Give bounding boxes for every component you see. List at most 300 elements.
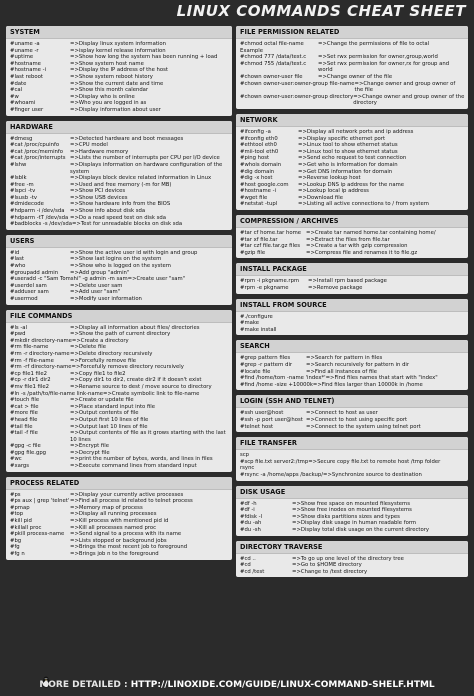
command-row (10, 511, 229, 518)
command-list (236, 450, 468, 480)
command-list (6, 134, 232, 230)
right-column (236, 26, 468, 582)
command-list (236, 312, 468, 336)
command-row (10, 525, 229, 532)
command-row (240, 410, 465, 417)
section-disk-usage (236, 486, 468, 536)
command-text: scp (240, 452, 250, 459)
command-row (10, 344, 229, 351)
command-description (300, 327, 465, 334)
command-description (318, 48, 465, 55)
command-row (10, 391, 229, 398)
command-text: #bg (10, 537, 22, 544)
command-description: =>print the number of bytes, words, and lines in files (70, 456, 213, 463)
command-row (10, 201, 229, 208)
command-row (10, 325, 229, 332)
command-description: =>Connect to the system using telnet port (306, 423, 421, 430)
command-text: #usermod (10, 296, 38, 302)
section-file-transfer (236, 437, 468, 480)
command-text: #cp -r dir1 dir2 (10, 377, 51, 384)
command-description: =>Do a read speed test on disk sda (70, 214, 166, 221)
section-install-from-source (236, 299, 468, 336)
command-description: =>Create tar named home.tar containing home/ (306, 230, 436, 237)
command-description: =>Display specific ethernet port (298, 135, 386, 142)
command-description: =>Display information about user (70, 106, 161, 113)
command-text: #gpg -c file (10, 443, 41, 450)
command-text: #pmap (10, 504, 30, 511)
command-row (10, 351, 229, 358)
command-row (10, 67, 229, 74)
section-directory-traverse (236, 541, 468, 578)
command-text: #whoami (10, 100, 36, 107)
command-description: =>Go to $HOME directory (292, 562, 362, 569)
command-row (10, 450, 229, 457)
command-description: =>Connect to host as user (306, 410, 378, 417)
command-text: #host google.com (240, 181, 289, 188)
section-file-permission-related (236, 26, 468, 109)
command-text: #ethtool eth0 (240, 142, 277, 149)
command-text: #dmidecode (10, 201, 44, 208)
command-description: =>Create user "sam" (127, 276, 186, 283)
command-text: #badblocks -s /dev/sda (10, 221, 72, 228)
command-row (10, 417, 229, 424)
command-description: =>Download file (298, 194, 343, 201)
command-row (10, 142, 229, 149)
command-row (10, 162, 229, 175)
command-text: #cat > file (10, 403, 39, 410)
command-text: #chmod octal file-name (240, 41, 304, 47)
command-row (240, 417, 465, 424)
command-description (249, 452, 465, 459)
command-row (240, 501, 465, 508)
command-text: #last (10, 256, 24, 263)
command-text: #tail file (10, 423, 33, 430)
command-description: =>Remove package (308, 285, 363, 292)
command-row (240, 320, 465, 327)
command-description: =>Kill all processes named proc (70, 524, 157, 531)
command-text: #grep -r pattern dir (240, 362, 293, 368)
command-description: =>Show USB devices (70, 194, 128, 201)
command-description: =>To go up one level of the directory tree (292, 555, 404, 562)
command-row (10, 107, 229, 114)
command-description: =>Test for unreadable blocks on disk sda (71, 221, 183, 228)
footer (0, 680, 474, 690)
command-text: #./configure (240, 313, 273, 320)
command-description: =>Show hardware info from the BIOS (70, 201, 171, 208)
command-description: =>Search recursively for pattern in dir (306, 362, 410, 368)
command-row (10, 443, 229, 450)
command-row (10, 283, 229, 290)
command-row (240, 162, 465, 169)
command-row (240, 250, 465, 257)
command-row (10, 81, 229, 88)
command-row (10, 221, 229, 228)
command-text: #find /home -size +10000k (240, 381, 313, 388)
command-list (6, 323, 232, 472)
command-description: =>Show the path of current directory (70, 331, 171, 338)
section-header: LOGIN (SSH AND TELNET) (236, 395, 468, 408)
command-text: #uptime (10, 54, 34, 61)
command-text: #head file (10, 416, 38, 423)
command-description: =>Change to /test directory (292, 568, 368, 575)
footer-url-link[interactable]: HTTP://LINOXIDE.COM/GUIDE/LINUX-COMMAND-SHELF.HTML (130, 680, 435, 690)
section-search (236, 340, 468, 390)
command-description: =>Get who is information for domain (298, 161, 398, 168)
command-row (10, 188, 229, 195)
command-row (10, 296, 229, 303)
command-description: =>Synchronize source to destination (323, 471, 422, 478)
command-row (240, 285, 465, 292)
command-description: =>Change owner of the file (318, 73, 393, 80)
command-description: =>Display the IP address of the host (70, 67, 168, 74)
command-row (10, 155, 229, 162)
command-row (240, 369, 465, 376)
command-row (240, 382, 465, 389)
command-text: #date (10, 80, 27, 87)
command-text: #touch file (10, 397, 40, 404)
command-text: #dmesg (10, 135, 33, 142)
command-text: #df -h (240, 500, 257, 507)
command-description: =>Hardware memory (70, 148, 129, 155)
command-text: #scp file.txt server2:/tmp (240, 458, 309, 465)
command-description: =>Send signal to a process with its name (70, 531, 182, 538)
command-row (240, 237, 465, 244)
command-text: #more file (10, 410, 38, 417)
command-description: =>Connect to host using specific port (306, 416, 408, 423)
command-description: =>Used and free memory (-m for MB) (70, 181, 172, 188)
command-row (240, 142, 465, 149)
command-description: =>Show free inodes on mounted filesystems (292, 507, 412, 514)
command-row (10, 61, 229, 68)
command-description: =>Display all running processes (70, 511, 157, 518)
command-text: #wget file (240, 194, 268, 201)
command-description: =>Show PCI devices (70, 188, 126, 195)
command-description: =>Display total disk usage on the current directory (292, 526, 430, 533)
section-network (236, 114, 468, 210)
command-text: #free -m (10, 181, 34, 188)
command-description: =>Lookup local ip address (298, 188, 369, 195)
command-description: =>Show the active user id with login and group (70, 249, 198, 256)
section-header: DIRECTORY TRAVERSE (236, 541, 468, 554)
command-row (240, 169, 465, 176)
command-text: #fdisk -l (240, 513, 263, 520)
command-description: =>Extract the files from file.tar (306, 236, 390, 243)
command-row (10, 94, 229, 101)
command-text: #cat /proc/interrupts (10, 155, 66, 162)
command-description: =>Displays information on hardware configuration of the system (70, 161, 223, 175)
command-description (300, 314, 465, 321)
command-text: #cd .. (240, 555, 256, 562)
command-row (10, 41, 229, 48)
command-description: =>Change owner and group owner of the directory (353, 93, 465, 107)
command-list (6, 248, 232, 305)
command-description: =>Delete directory recursively (70, 350, 153, 357)
command-list (6, 490, 232, 560)
command-description: =>Change the permissions of file to octal (318, 41, 430, 47)
command-text: #hdparm -i /dev/sda (10, 208, 65, 215)
command-description: =>Brings job n to the foreground (70, 551, 159, 557)
command-row (240, 327, 465, 334)
section-header: SYSTEM (6, 26, 232, 39)
command-text: #chown owner-user:owner-group file-name (240, 80, 355, 87)
command-text: #ssh -p port user@host (240, 416, 303, 423)
command-row (10, 215, 229, 222)
command-row (10, 518, 229, 525)
command-text: #killall proc (10, 524, 42, 531)
left-column (6, 26, 232, 565)
command-description: =>Show disks partitions sizes and types (292, 513, 400, 520)
command-text: #cat /proc/meminfo (10, 148, 64, 155)
command-text: #dig domain (240, 168, 275, 175)
command-row (10, 175, 229, 182)
command-row (240, 149, 465, 156)
command-list (236, 408, 468, 432)
command-text: #chmod 755 /data/test.c (240, 60, 307, 67)
command-text: #ping host (240, 155, 270, 162)
command-description: =>Find files larger than 10000k in /home (312, 381, 423, 388)
command-text: #ps (10, 491, 21, 498)
command-row (240, 562, 465, 569)
command-text: #ln -s /path/to/file-name link-name (10, 390, 104, 397)
command-text: #rm -rf directory-name (10, 364, 72, 371)
command-description: =>Show system reboot history (70, 73, 153, 80)
command-row (240, 129, 465, 136)
command-text: #cal (10, 87, 23, 94)
command-row (10, 404, 229, 411)
command-description: =>Display linux system information (70, 41, 166, 47)
command-text: #ifconfig eth0 (240, 135, 278, 142)
command-text: #lsusb -tv (10, 194, 37, 201)
command-text: #rsync -a /home/apps /backup/ (240, 471, 324, 478)
command-description: =>Copy file1 to file2 (70, 370, 126, 377)
command-text: #ps aux | grep 'telnet' (10, 498, 70, 505)
command-text: #lshw (10, 161, 27, 168)
command-text: #hostname (10, 60, 41, 67)
command-list (236, 228, 468, 258)
command-row (10, 74, 229, 81)
command-row (240, 507, 465, 514)
command-description: =>Show system host name (70, 60, 144, 67)
command-text: #dig -x host (240, 175, 273, 182)
command-description: =>Show info about disk sda (70, 208, 146, 215)
command-row (10, 410, 229, 417)
section-header: COMPRESSION / ARCHIVES (236, 215, 468, 228)
command-description: =>Display your currently active processes (70, 491, 184, 498)
command-text: #useradd -c "Sam Tomshi" -g admin -m sam (10, 276, 128, 283)
command-description: =>Create symbolic link to file-name (103, 390, 200, 397)
command-description: =>Output last 10 lines of file (70, 423, 148, 430)
command-row (240, 182, 465, 189)
command-text: #pkill process-name (10, 531, 65, 538)
command-row (240, 459, 465, 466)
command-text: #rm -r directory-name (10, 350, 70, 357)
command-row (10, 551, 229, 558)
command-text: #hostname -i (10, 67, 46, 74)
command-row (240, 472, 465, 479)
command-row (10, 48, 229, 55)
section-install-package (236, 263, 468, 293)
command-text: #rm -f file-name (10, 357, 54, 364)
command-text: #tail -f file (10, 430, 38, 437)
command-description: =>CPU model (70, 142, 108, 149)
command-description: =>Show free space on mounted filesystems (292, 500, 410, 507)
command-row (10, 498, 229, 505)
command-description: =>isplay kernel release information (70, 47, 166, 54)
section-compression-archives (236, 215, 468, 258)
command-row (240, 243, 465, 250)
command-row (240, 375, 465, 382)
command-row (10, 270, 229, 277)
command-row (10, 256, 229, 263)
command-description (254, 465, 465, 472)
command-description: =>Output contents of file (70, 410, 139, 417)
command-text: #adduser sam (10, 289, 49, 296)
command-description: =>Forcefully remove file (70, 357, 137, 364)
command-description: =>Encrypt file (70, 443, 109, 450)
command-description: =>Display disk usage in human readable form (292, 520, 417, 527)
command-text: #mv file1 file2 (10, 383, 49, 390)
command-description (300, 320, 465, 327)
command-text: #hdparm -tT /dev/sda (10, 214, 69, 221)
command-row (10, 384, 229, 391)
section-header: FILE PERMISSION RELATED (236, 26, 468, 39)
command-row (240, 136, 465, 143)
command-row (240, 520, 465, 527)
command-description: =>Set rwx permission for owner,group,world (318, 54, 438, 61)
command-row (10, 276, 229, 283)
command-text: #gpg file.gpg (10, 449, 47, 456)
command-text: #ssh user@host (240, 410, 284, 417)
section-header: PROCESS RELATED (6, 477, 232, 490)
command-text: #cp file1 file2 (10, 370, 47, 377)
command-row (240, 175, 465, 182)
command-description: =>Display all network ports and ip address (298, 128, 414, 135)
command-description: =>Secure copy file.txt to remote host /tmp folder (308, 458, 441, 465)
command-description: =>Rename source to dest / move source to directory (70, 383, 212, 390)
command-description: =>Linux tool to show ethernet status (298, 148, 398, 155)
command-text: #chown owner-user file (240, 73, 303, 80)
command-text: #chown owner-user:owner-group directory (240, 93, 354, 100)
command-description: =>Create or update file (70, 397, 134, 404)
command-text: #rm file-name (10, 344, 49, 351)
command-row (240, 155, 465, 162)
command-row (240, 314, 465, 321)
command-text: #chmod 777 /data/test.c (240, 54, 307, 61)
command-text: #xargs (10, 463, 30, 470)
command-description: =>Create a directory (71, 337, 129, 344)
command-text: #df -i (240, 507, 255, 514)
command-description: =>Lookup DNS ip address for the name (298, 181, 404, 188)
command-row (10, 364, 229, 371)
command-row (10, 424, 229, 431)
command-text: #fg (10, 544, 20, 551)
section-hardware (6, 121, 232, 230)
command-row (240, 514, 465, 521)
command-description: =>Install rpm based package (308, 278, 387, 285)
command-row (240, 527, 465, 534)
command-text: #rpm -i pkgname.rpm (240, 278, 300, 285)
command-text: rsync (240, 465, 255, 472)
command-description: =>Find all instances of file (306, 368, 378, 375)
command-description: =>Modify user information (70, 296, 142, 302)
command-description: =>Output first 10 lines of file (70, 416, 149, 423)
command-row (10, 289, 229, 296)
command-text: #uname -a (10, 41, 40, 47)
command-text: #rpm -e pkgname (240, 285, 289, 292)
command-text: #du -sh (240, 526, 261, 533)
command-row (240, 355, 465, 362)
command-description: =>Linux tool to show ethernet status (298, 142, 398, 149)
command-description: =>Place standard input into file (70, 403, 156, 410)
section-process-related (6, 477, 232, 560)
command-row (10, 149, 229, 156)
section-users (6, 235, 232, 305)
section-system (6, 26, 232, 116)
command-description: =>Change owner and group owner of the file (354, 80, 456, 94)
command-text: #netstat -tupl (240, 201, 278, 208)
command-description: =>Show this month calendar (70, 87, 149, 94)
command-list (236, 276, 468, 293)
command-description: =>Get DNS information for domain (298, 168, 393, 175)
command-description: =>Set rwx permission for owner,rx for group and world (318, 60, 450, 74)
command-text: #top (10, 511, 24, 518)
command-row (240, 48, 465, 55)
command-text: #hostname -i (240, 188, 276, 195)
command-row (240, 556, 465, 563)
command-description: =>Show the current date and time (70, 80, 164, 87)
command-text: #uname -r (10, 47, 39, 54)
command-row (10, 331, 229, 338)
section-header: INSTALL PACKAGE (236, 263, 468, 276)
command-text: #mkdir directory-name (10, 337, 72, 344)
command-text: #telnet host (240, 423, 274, 430)
command-row (10, 100, 229, 107)
command-description: =>Search for pattern in files (306, 355, 383, 362)
section-header: USERS (6, 235, 232, 248)
command-text: #mii-tool eth0 (240, 148, 279, 155)
command-row (240, 201, 465, 208)
command-description: =>Send echo request to test connection (298, 155, 407, 162)
page-title: LINUX COMMANDS CHEAT SHEET (176, 2, 466, 20)
command-text: #who (10, 263, 26, 270)
command-description: =>Add user "sam" (70, 289, 121, 296)
command-text: #whois domain (240, 161, 282, 168)
command-text: #ifconfig -a (240, 128, 271, 135)
command-description: =>Add group "admin" (70, 269, 130, 276)
command-list (236, 353, 468, 390)
command-text: #fg n (10, 551, 25, 557)
command-row (10, 54, 229, 61)
command-row (240, 424, 465, 431)
command-text: #cat /proc/cpuinfo (10, 142, 60, 149)
command-description: =>Decrypt file (70, 449, 110, 456)
command-row (240, 188, 465, 195)
command-row (10, 250, 229, 257)
command-description: =>Show how long the system has been running + load (70, 54, 218, 61)
command-row (240, 41, 465, 48)
command-list (6, 39, 232, 116)
command-description: =>Output contents of file as it grows starting with the last 10 lines (70, 430, 226, 443)
section-header: NETWORK (236, 114, 468, 127)
command-list (236, 499, 468, 536)
command-row (10, 430, 229, 443)
command-list (236, 554, 468, 578)
command-row (240, 81, 465, 94)
command-text: Example (240, 47, 263, 54)
footer-prefix: MORE DETAILED : (39, 680, 131, 690)
command-description: =>Listing all active connections to / from system (298, 201, 429, 208)
command-row (10, 531, 229, 538)
